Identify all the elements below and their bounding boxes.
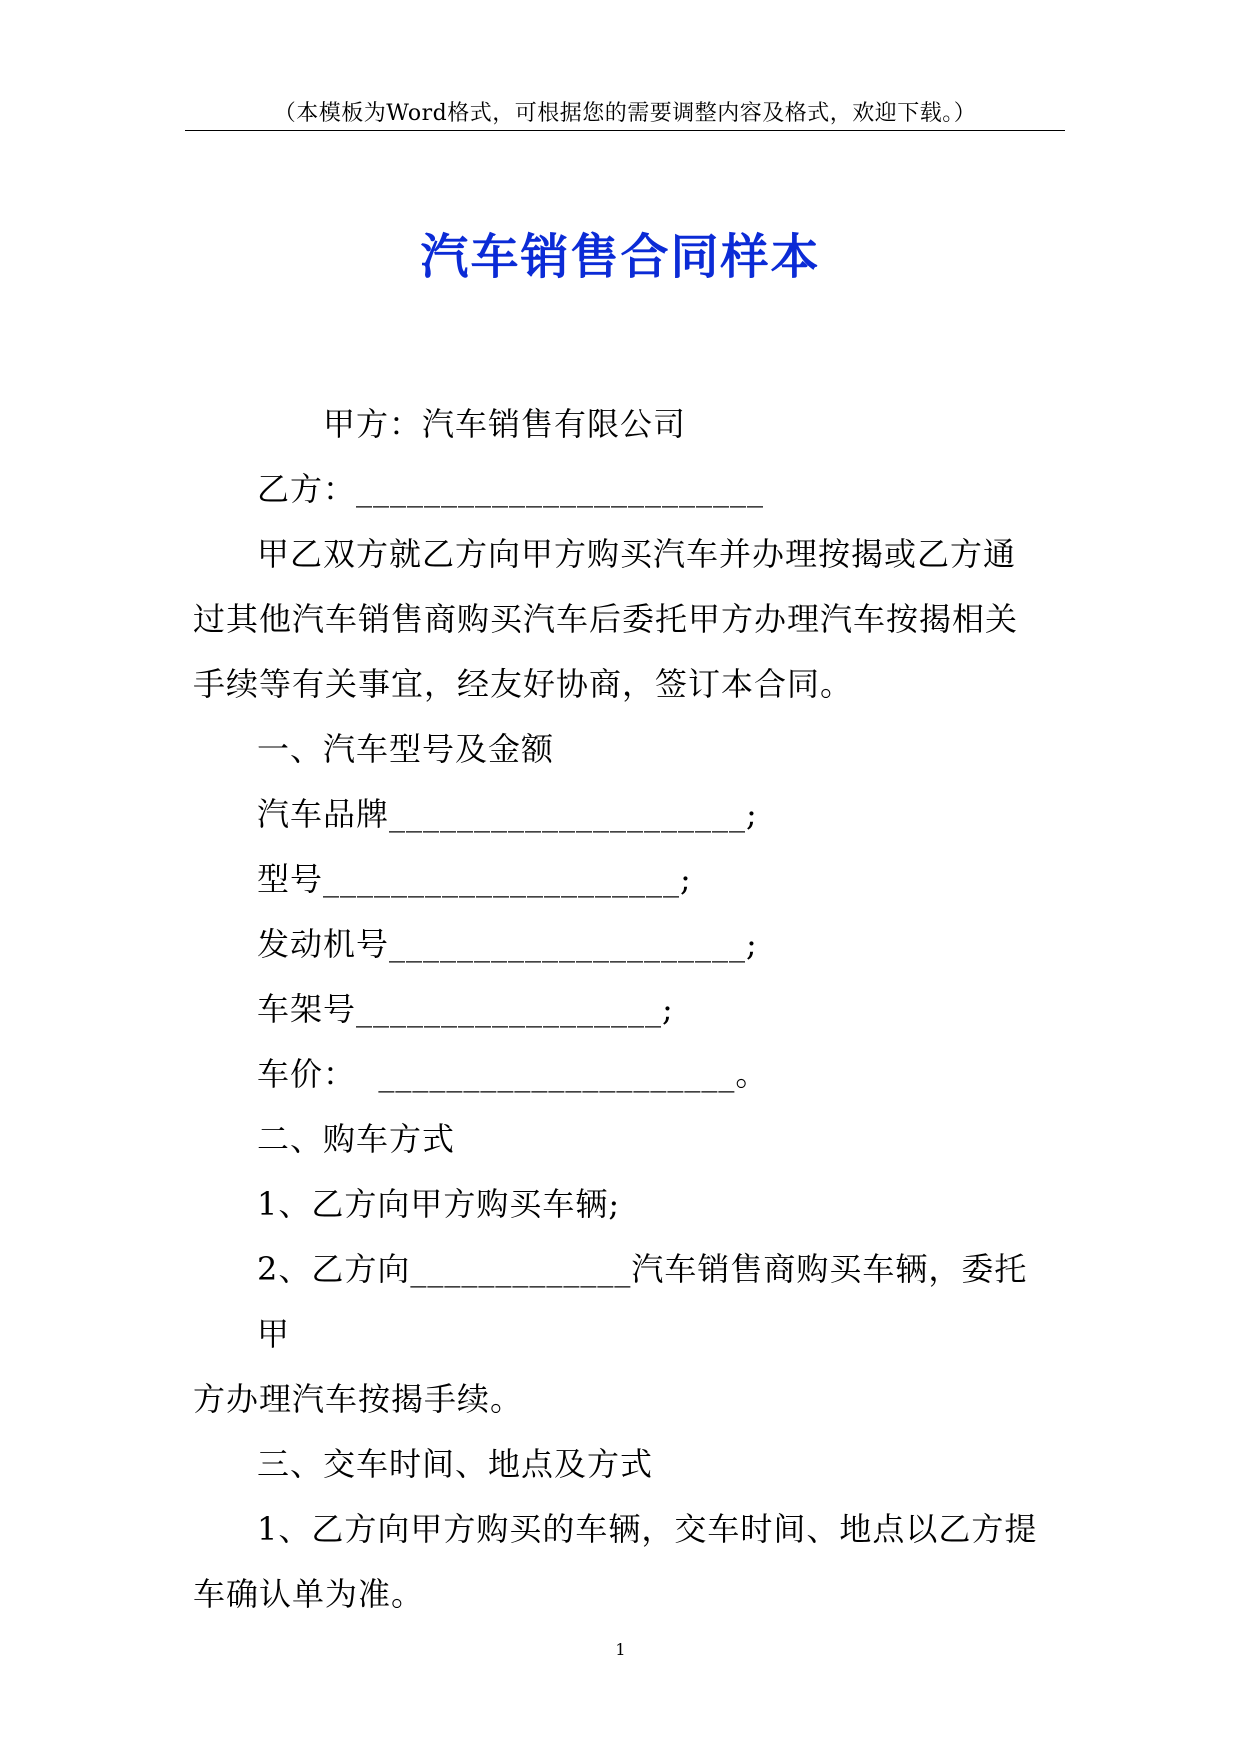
party-b-line: 乙方：________________________ xyxy=(257,470,765,508)
section-heading: 二、购车方式 xyxy=(257,1120,456,1158)
clause-line: 2、乙方向_____________汽车销售商购买车辆，委托甲 xyxy=(257,1250,1028,1353)
price-field: 车价： _____________________。 xyxy=(257,1055,769,1093)
section-heading: 三、交车时间、地点及方式 xyxy=(257,1445,654,1483)
template-note: （本模板为Word格式，可根据您的需要调整内容及格式，欢迎下载。） xyxy=(273,101,977,126)
clause-line: 1、乙方向甲方购买的车辆，交车时间、地点以乙方提 xyxy=(257,1510,1038,1548)
intro-paragraph-line: 过其他汽车销售商购买汽车后委托甲方办理汽车按揭相关 xyxy=(193,600,1019,638)
clause-line: 方办理汽车按揭手续。 xyxy=(193,1380,524,1418)
engine-number-field: 发动机号_____________________; xyxy=(257,925,758,963)
brand-field: 汽车品牌_____________________; xyxy=(257,795,758,833)
contract-body xyxy=(193,392,1053,1627)
document-title: 汽车销售合同样本 xyxy=(420,229,821,285)
page-number: 1 xyxy=(615,1640,626,1659)
header-divider xyxy=(185,130,1065,131)
clause-line: 车确认单为准。 xyxy=(193,1575,425,1613)
model-field: 型号_____________________; xyxy=(257,860,692,898)
intro-paragraph-line: 甲乙双方就乙方向甲方购买汽车并办理按揭或乙方通 xyxy=(257,535,1017,573)
section-heading: 一、汽车型号及金额 xyxy=(257,730,555,768)
frame-number-field: 车架号__________________; xyxy=(257,990,674,1028)
intro-paragraph-line: 手续等有关事宜，经友好协商，签订本合同。 xyxy=(193,665,854,703)
party-a-line: 甲方：汽车销售有限公司 xyxy=(323,405,687,443)
clause-line: 1、乙方向甲方购买车辆; xyxy=(257,1185,621,1223)
